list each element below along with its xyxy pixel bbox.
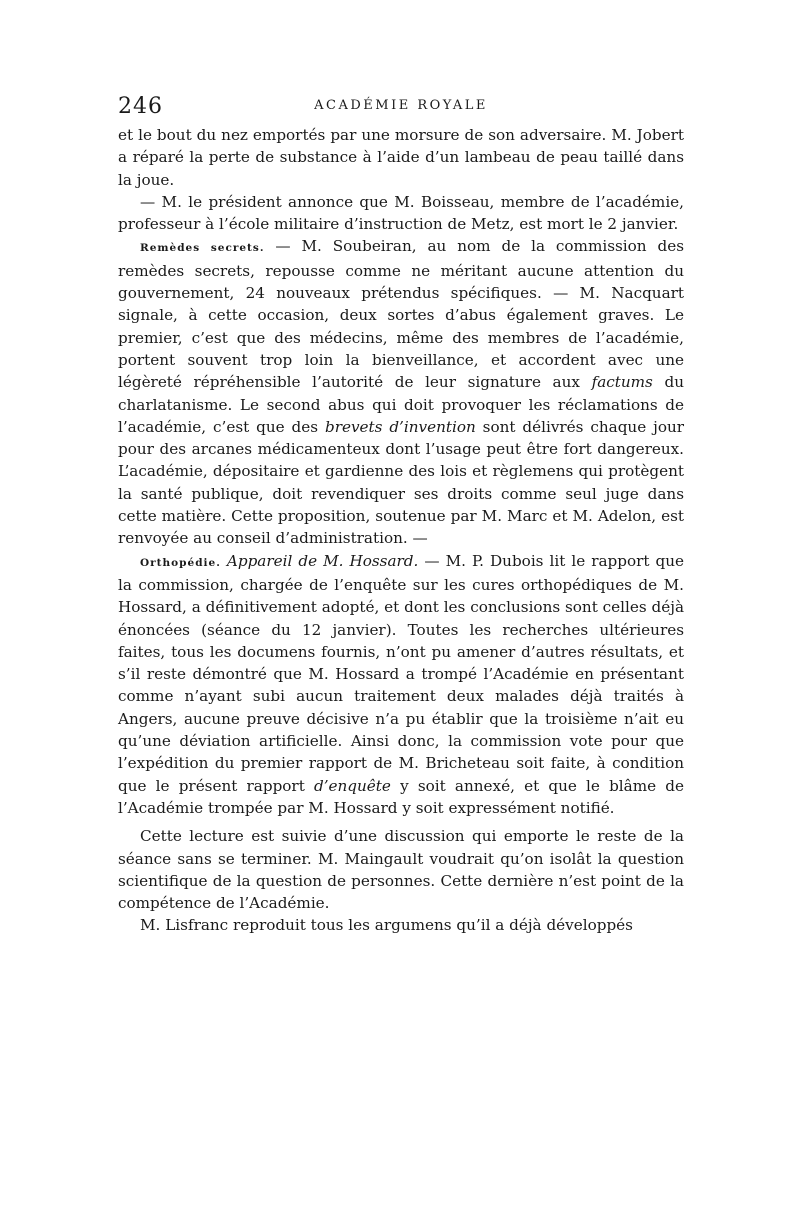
rubric-remedes-secrets: Remèdes secrets. — [140, 242, 265, 255]
paragraph-boisseau: — M. le président annonce que M. Boisseau, membre de l’académie, professeur à l’école militaire d’instruction de Metz, est mort le 2 janvier. — [118, 192, 684, 234]
remedes-text-c: sont délivrés chaque jour pour des arcanes médicamenteux dont l’usage peut être fort dangereux. L’académie, dépositaire et gardienne des lois et règlemens qui protègent la santé publique, doit revendiquer ses droits comme seul juge dans cette matière. Cette proposition, soutenue par M. Marc et M. Adelon, est renvoyée au conseil d’administration. — — [118, 417, 685, 548]
paragraph-jobert: et le bout du nez emportés par une morsure de son adversaire. M. Jobert a réparé la perte de substance à l’aide d’un lambeau de peau taillé dans la joue. — [118, 126, 684, 189]
orthopedie-text-b: y soit annexé, et que le blâme de l’Académie trompée par M. Hossard y soit expressément notifié. — [118, 776, 684, 817]
paragraph-remedes-secrets — [118, 235, 684, 549]
page-number: 246 — [118, 94, 163, 119]
rubric-orthopedie: Orthopédie. — [140, 556, 221, 569]
remedes-italic-factums: factums — [591, 373, 653, 392]
remedes-italic-brevets: brevets d’invention — [324, 417, 476, 436]
remedes-text-a: — M. Soubeiran, au nom de la commission des remèdes secrets, repousse comme ne méritant aucune attention du gouvernement, 24 nouveaux prétendus spécifiques. — M. Nacquart signale, à cette occasion, deux sortes d’abus également graves. Le premier, c’est que des médecins, même des membres de l’académie, portent souvent trop loin la bienveillance, et accordent avec une légèreté répréhensible l’autorité de leur signature aux — [118, 237, 684, 392]
orthopedie-text-a: — M. P. Dubois lit le rapport que la commission, chargée de l’enquête sur les cures orthopédiques de M. Hossard, a définitivement adopté, et dont les conclusions sont celles déjà énoncées (séance du 12 janvier). Toutes les recherches ultérieures faites, tous les documens fournis, n’ont pu amener d’autres résultats, et s’il reste démontré que M. Hossard a trompé l’Académie en présentant comme n’ayant subi aucun traitement deux malades déjà traités à Angers, aucune preuve décisive n’a pu établir que la troisième n’ait eu qu’une déviation artificielle. Ainsi donc, la commission vote pour que l’expédition du premier rapport de M. Bricheteau soit faite, à condition que le présent rapport — [118, 551, 684, 795]
book-page — [118, 92, 684, 937]
paragraph-lisfranc: M. Lisfranc reproduit tous les argumens qu’il a déjà développés — [140, 916, 633, 935]
remedes-text-b: du charlatanisme. Le second abus qui doit provoquer les réclamations de l’académie, c’est que des — [118, 373, 684, 436]
paragraph-orthopedie — [118, 550, 684, 820]
paragraph-discussion: Cette lecture est suivie d’une discussion qui emporte le reste de la séance sans se terminer. M. Maingault voudrait qu’on isolât la question scientifique de la question de personnes. Cette dernière n’est point de la compétence de l’Académie. — [118, 827, 684, 913]
running-title: ACADÉMIE ROYALE — [314, 98, 488, 113]
orthopedie-italic-title: Appareil de M. Hossard. — [220, 551, 419, 570]
body-text — [118, 124, 684, 937]
orthopedie-italic-enquete: d’enquête — [313, 776, 391, 795]
running-head — [118, 92, 684, 122]
